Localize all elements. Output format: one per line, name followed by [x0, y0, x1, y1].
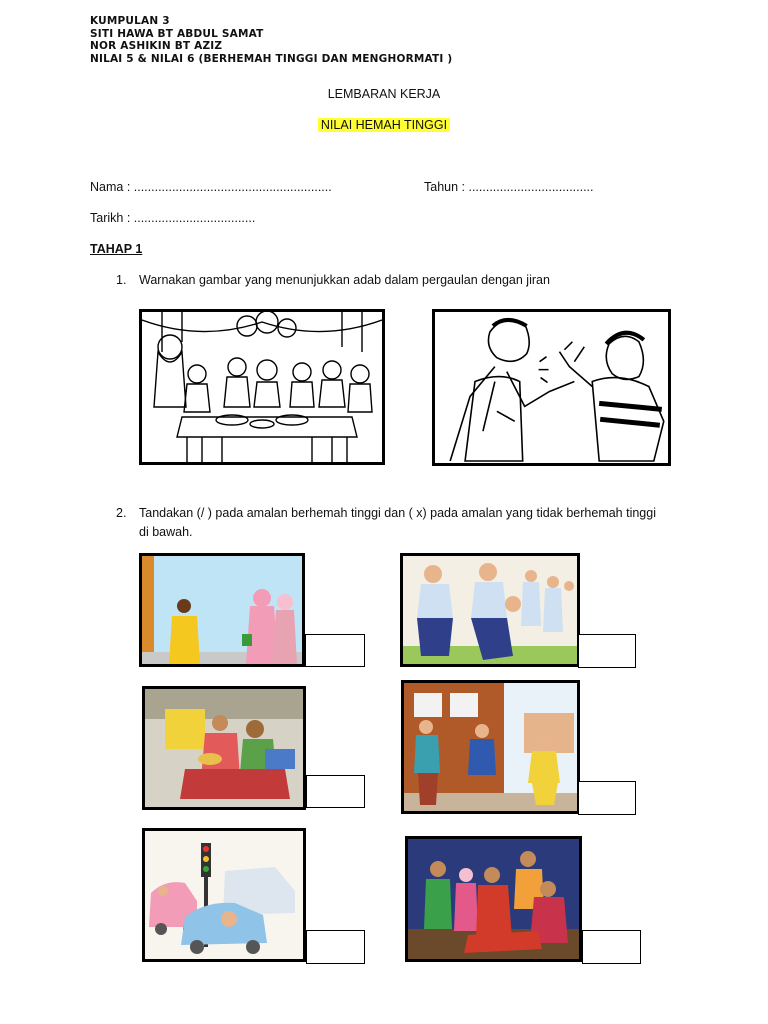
worksheet-title: LEMBARAN KERJA — [327, 87, 441, 101]
party-drawing — [142, 312, 382, 462]
bullying-illustration — [401, 680, 580, 814]
header-block — [90, 15, 452, 65]
answer-box-4[interactable] — [578, 781, 636, 815]
market-drawing — [145, 689, 303, 807]
question-2-line-2: di bawah. — [139, 525, 193, 539]
fighting-drawing — [403, 556, 577, 664]
bullying-drawing — [404, 683, 577, 811]
tahun-field[interactable]: Tahun : .................................... — [424, 180, 594, 194]
tarikh-field[interactable]: Tarikh : ................................... — [90, 211, 256, 225]
traffic-illustration — [142, 828, 306, 962]
greeting-drawing — [142, 556, 302, 664]
argument-illustration[interactable] — [432, 309, 671, 466]
subtitle-wrap — [0, 118, 768, 132]
question-1-text: Warnakan gambar yang menunjukkan adab dalam pergaulan dengan jiran — [139, 273, 550, 287]
answer-box-2[interactable] — [578, 634, 636, 668]
party-illustration[interactable] — [139, 309, 385, 465]
answer-box-5[interactable] — [306, 930, 365, 964]
answer-box-6[interactable] — [582, 930, 641, 964]
section-heading: TAHAP 1 — [90, 242, 143, 256]
answer-box-1[interactable] — [305, 634, 365, 667]
market-illustration — [142, 686, 306, 810]
greeting-illustration — [139, 553, 305, 667]
argument-drawing — [435, 312, 668, 463]
group-label: KUMPULAN 3 — [90, 15, 170, 27]
nama-field[interactable]: Nama : ......................................................... — [90, 180, 332, 194]
helping-drawing — [408, 839, 579, 959]
fighting-illustration — [400, 553, 580, 667]
question-2-line-1: Tandakan (/ ) pada amalan berhemah tinggi dan ( x) pada amalan yang tidak berhemah tinggi — [139, 506, 656, 520]
member-name-2: NOR ASHIKIN BT AZIZ — [90, 40, 223, 52]
traffic-drawing — [145, 831, 303, 959]
helping-illustration — [405, 836, 582, 962]
values-label: NILAI 5 & NILAI 6 (BERHEMAH TINGGI DAN MENGHORMATI ) — [90, 52, 453, 65]
question-1-number: 1. — [116, 273, 127, 287]
answer-box-3[interactable] — [306, 775, 365, 808]
question-2-number: 2. — [116, 506, 127, 520]
member-name-1: SITI HAWA BT ABDUL SAMAT — [90, 27, 264, 40]
worksheet-subtitle: NILAI HEMAH TINGGI — [318, 118, 450, 132]
